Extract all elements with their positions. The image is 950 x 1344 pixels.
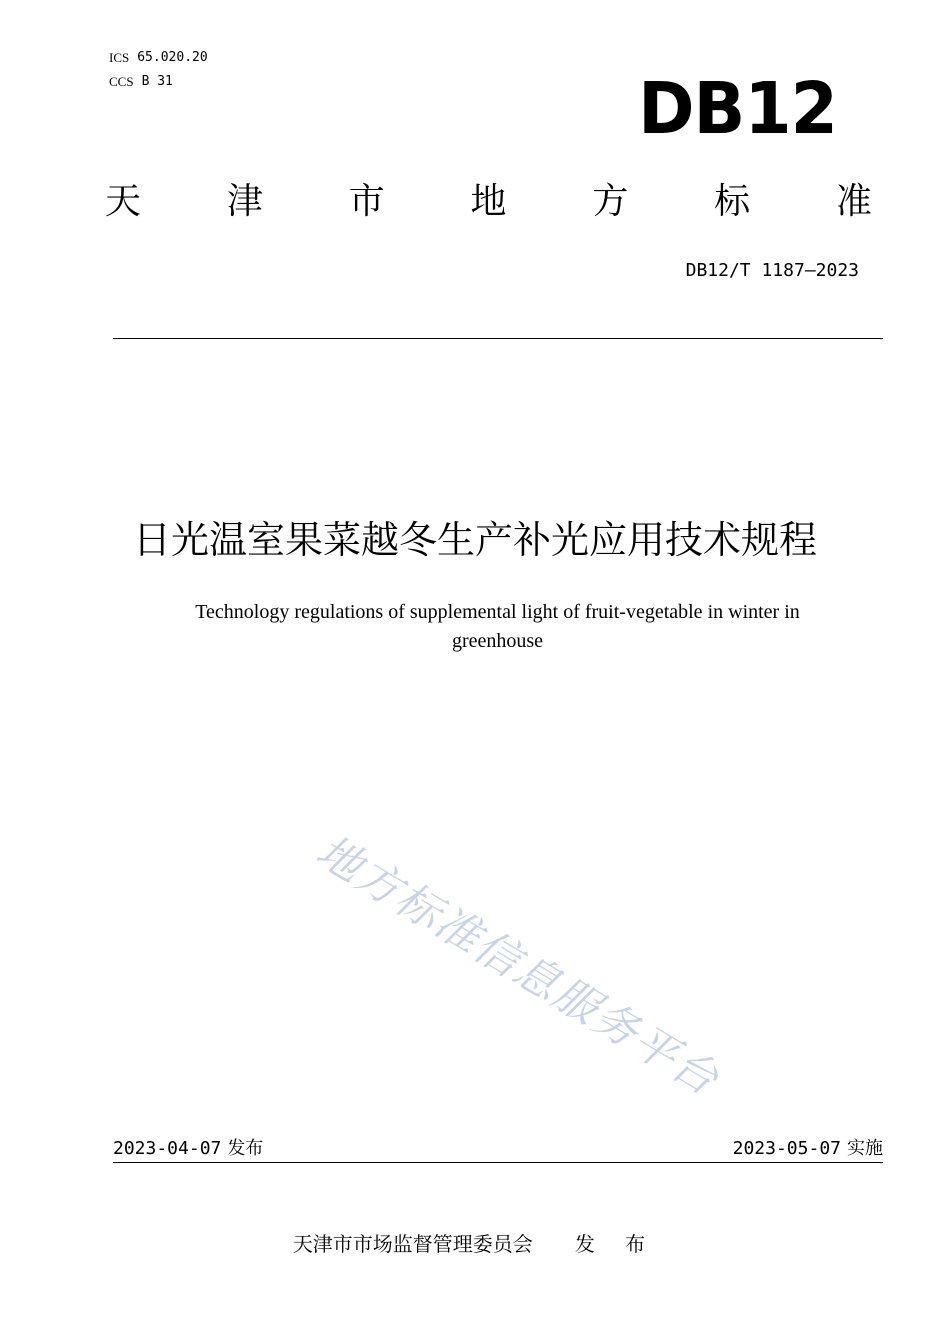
- publish-label: 发布: [227, 1138, 264, 1159]
- standard-type-char: 标: [714, 181, 751, 222]
- standard-number: DB12/T 1187—2023: [685, 260, 859, 281]
- ccs-value: B 31: [141, 74, 173, 89]
- db12-logo: DB12: [638, 68, 837, 151]
- title-chinese: 日光温室果菜越冬生产补光应用技术规程: [132, 518, 817, 562]
- standard-type-char: 市: [348, 181, 385, 222]
- standard-type: [105, 181, 872, 222]
- publish-date-row: [113, 1134, 263, 1160]
- publish-date: 2023-04-07: [113, 1138, 222, 1159]
- standard-type-char: 准: [835, 181, 872, 222]
- classification-codes: [109, 46, 208, 94]
- implement-date: 2023-05-07: [732, 1138, 841, 1159]
- issuer: [0, 1228, 950, 1257]
- top-divider: [113, 338, 883, 339]
- standard-type-char: 地: [470, 181, 507, 222]
- ics-label: ICS: [109, 50, 130, 65]
- bottom-divider: [113, 1162, 883, 1163]
- standard-type-char: 方: [592, 181, 629, 222]
- ics-value: 65.020.20: [137, 50, 208, 65]
- title-english: Technology regulations of supplemental light of fruit-vegetable in winter in greenhouse: [195, 601, 800, 652]
- ccs-label: CCS: [109, 74, 134, 89]
- issuer-action: 发 布: [574, 1232, 658, 1256]
- issuer-name: 天津市市场监督管理委员会: [292, 1232, 533, 1256]
- implement-date-row: [733, 1134, 883, 1160]
- watermark: 地方标准信息服务平台: [307, 825, 728, 1107]
- implement-label: 实施: [847, 1138, 883, 1159]
- ccs-row: [109, 70, 208, 94]
- ics-row: [109, 46, 208, 70]
- standard-type-char: 天: [105, 181, 142, 222]
- standard-type-char: 津: [226, 181, 263, 222]
